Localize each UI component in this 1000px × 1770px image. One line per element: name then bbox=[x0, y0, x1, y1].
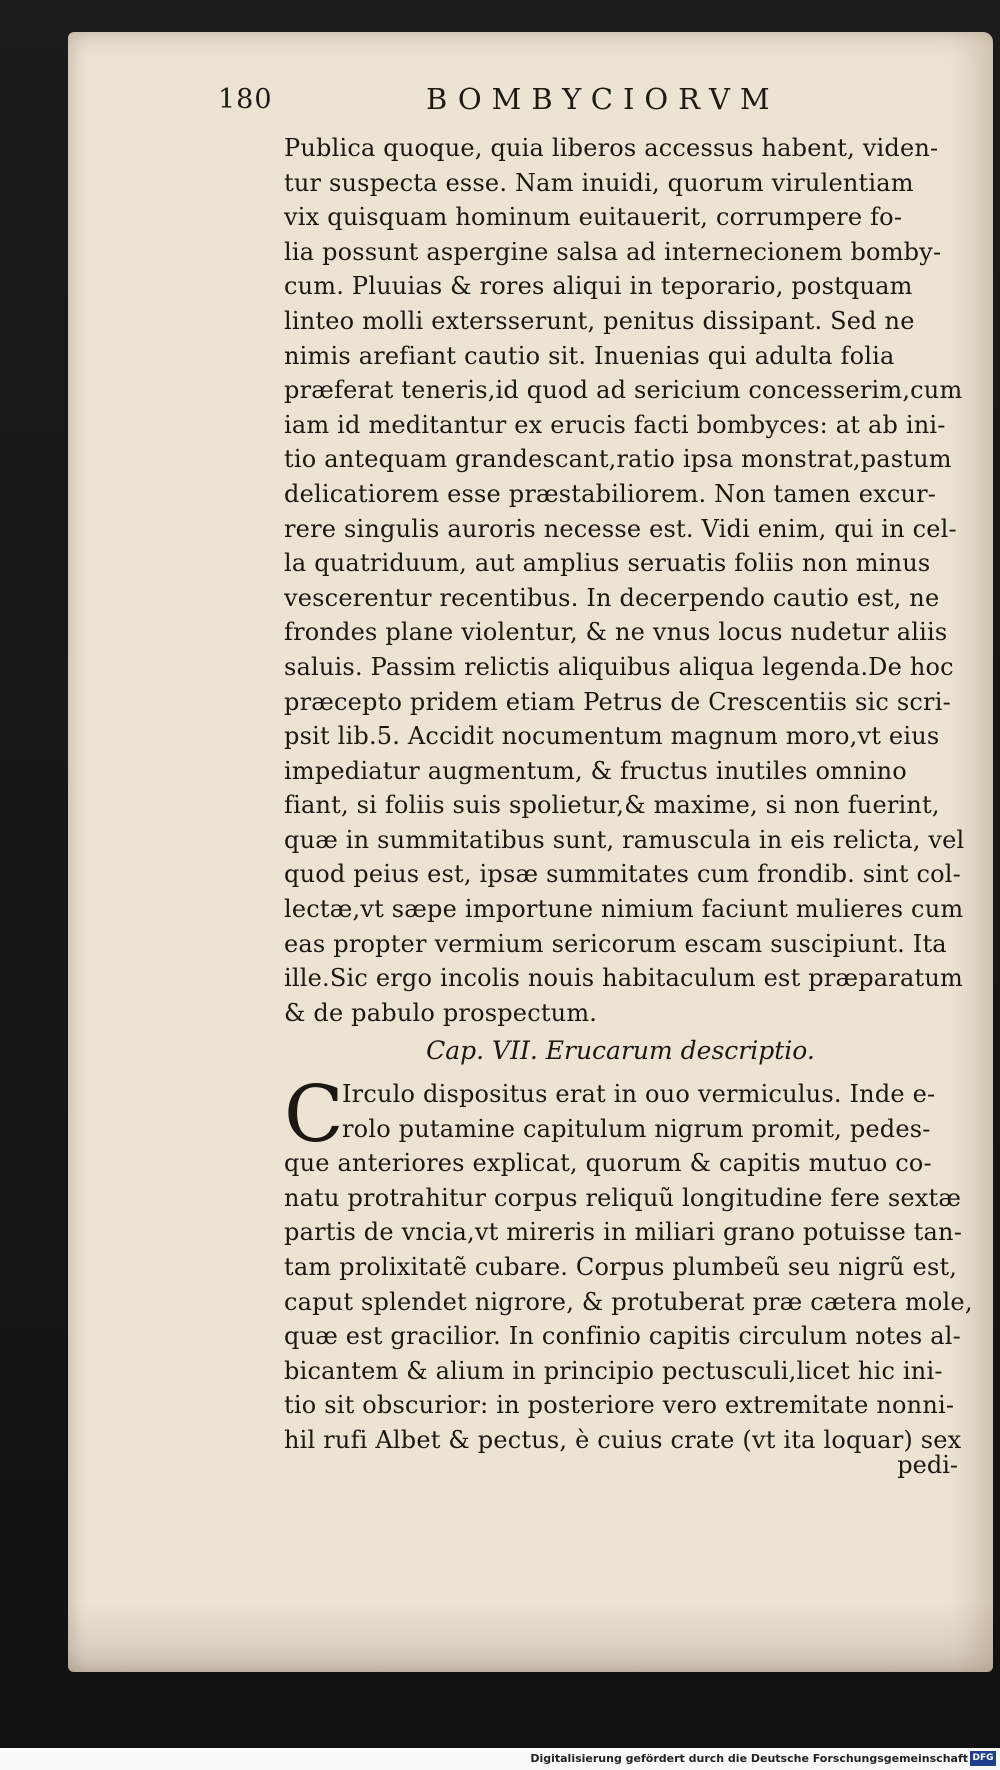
text-line: vescerentur recentibus. In decerpendo cautio est, ne bbox=[284, 583, 940, 612]
catchword: pedi- bbox=[897, 1451, 958, 1479]
text-line: partis de vncia,vt mireris in miliari grano potuisse tan- bbox=[284, 1218, 962, 1247]
text-line: & de pabulo prospectum. bbox=[284, 998, 598, 1027]
text-line: psit lib.5. Accidit nocumentum magnum moro,vt eius bbox=[284, 722, 940, 751]
text-line: linteo molli extersserunt, penitus dissipant. Sed ne bbox=[284, 306, 915, 335]
text-line: eas propter vermium sericorum escam suscipiunt. Ita bbox=[284, 929, 947, 958]
text-line: impediatur augmentum, & fructus inutiles omnino bbox=[284, 756, 907, 785]
text-line: nimis arefiant cautio sit. Inuenias qui adulta folia bbox=[284, 341, 895, 370]
text-line: præcepto pridem etiam Petrus de Crescentiis sic scri- bbox=[284, 687, 951, 716]
running-title: BOMBYCIORVM bbox=[426, 82, 780, 116]
text-line: frondes plane violentur, & ne vnus locus nudetur aliis bbox=[284, 618, 948, 647]
text-line: delicatiorem esse præstabiliorem. Non tamen excur- bbox=[284, 479, 937, 508]
digitization-footer bbox=[0, 1748, 1000, 1770]
drop-cap-initial: C bbox=[284, 1070, 344, 1160]
text-line: hil rufi Albet & pectus, è cuius crate (vt ita loquar) sex bbox=[284, 1425, 962, 1454]
text-line: tio antequam grandescant,ratio ipsa monstrat,pastum bbox=[284, 445, 952, 474]
text-line: quod peius est, ipsæ summitates cum frondib. sint col- bbox=[284, 860, 961, 889]
text-line: fiant, si foliis suis spolietur,& maxime, si non fuerint, bbox=[284, 791, 940, 820]
text-line: ille.Sic ergo incolis nouis habitaculum est præparatum bbox=[284, 964, 963, 993]
text-line: natu protrahitur corpus reliquũ longitudine fere sextæ bbox=[284, 1183, 962, 1212]
text-line: tur suspecta esse. Nam inuidi, quorum virulentiam bbox=[284, 168, 914, 197]
page-number: 180 bbox=[218, 84, 273, 115]
running-head bbox=[218, 62, 778, 118]
text-line: caput splendet nigrore, & protuberat præ cætera mole, bbox=[284, 1287, 973, 1316]
dfg-logo-icon[interactable]: DFG bbox=[970, 1751, 996, 1766]
text-line: rere singulis auroris necesse est. Vidi enim, qui in cel- bbox=[284, 514, 957, 543]
chapter-heading: Cap. VII. Erucarum descriptio. bbox=[426, 1036, 815, 1065]
text-line: la quatriduum, aut amplius seruatis foliis non minus bbox=[284, 549, 931, 578]
text-line: bicantem & alium in principio pectusculi,licet hic ini- bbox=[284, 1356, 943, 1385]
text-line: Irculo dispositus erat in ouo vermiculus. Inde e- bbox=[342, 1080, 936, 1108]
text-line: tam prolixitatẽ cubare. Corpus plumbeũ seu nigrũ est, bbox=[284, 1252, 958, 1281]
page-bottom-shadow bbox=[68, 1602, 993, 1672]
text-line: lectæ,vt sæpe importune nimium faciunt mulieres cum bbox=[284, 895, 964, 924]
text-line: quæ est gracilior. In confinio capitis circulum notes al- bbox=[284, 1322, 961, 1351]
text-line: que anteriores explicat, quorum & capitis mutuo co- bbox=[284, 1149, 932, 1178]
text-line: lia possunt aspergine salsa ad internecionem bomby- bbox=[284, 237, 942, 266]
text-line: saluis. Passim relictis aliquibus aliqua legenda.De hoc bbox=[284, 652, 954, 681]
text-line: cum. Pluuias & rores aliqui in teporario, postquam bbox=[284, 272, 913, 301]
text-line: rolo putamine capitulum nigrum promit, pedes- bbox=[342, 1114, 931, 1143]
text-line: præferat teneris,id quod ad sericium concesserim,cum bbox=[284, 376, 963, 405]
text-line: iam id meditantur ex erucis facti bombyces: at ab ini- bbox=[284, 410, 946, 439]
text-line: Publica quoque, quia liberos accessus habent, viden- bbox=[284, 134, 939, 162]
chapter-text-block bbox=[284, 1070, 973, 1458]
text-line: vix quisquam hominum euitauerit, corrumpere fo- bbox=[284, 203, 903, 232]
footer-credit-text: Digitalisierung gefördert durch die Deutsche Forschungsgemeinschaft bbox=[530, 1752, 968, 1765]
text-line: tio sit obscurior: in posteriore vero extremitate nonni- bbox=[284, 1391, 955, 1420]
main-text-block bbox=[284, 131, 965, 1030]
text-line: quæ in summitatibus sunt, ramuscula in eis relicta, vel bbox=[284, 825, 965, 854]
